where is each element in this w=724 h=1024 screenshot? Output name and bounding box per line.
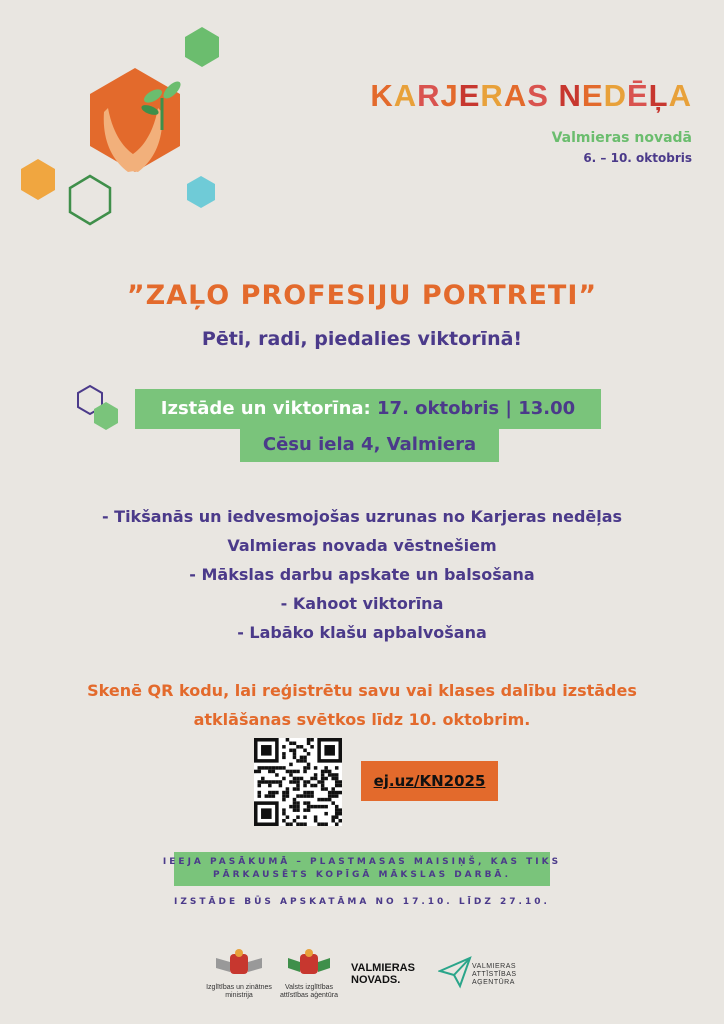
- list-item: Valmieras novada vēstnešiem: [227, 536, 497, 555]
- brand-letter: R: [480, 78, 504, 113]
- small-green-hexagon-icon: [94, 402, 118, 430]
- entry-note-line-2: PĀRKAUSĒTS KOPĪGĀ MĀKSLAS DARBĀ.: [213, 870, 511, 880]
- schedule-box: [135, 389, 601, 429]
- list-item: - Tikšanās un iedvesmojošas uzrunas no Karjeras nedēļas: [101, 507, 623, 526]
- brand-letter: S: [527, 78, 549, 113]
- yellow-hexagon-icon: [21, 159, 55, 200]
- brand-letter: D: [603, 78, 627, 113]
- address-box: Cēsu iela 4, Valmiera: [240, 428, 499, 462]
- brand-letter: E: [458, 78, 481, 113]
- brand-letter: E: [581, 78, 604, 113]
- brand-letter: [549, 78, 559, 114]
- entry-note-line-1: IEEJA PASĀKUMĀ – PLASTMASAS MAISIŅŠ, KAS TIKS: [162, 857, 562, 867]
- vaa-logo: [438, 955, 528, 995]
- brand-letter: R: [417, 78, 441, 113]
- brand-letter: K: [370, 78, 394, 113]
- teal-hexagon-icon: [187, 176, 215, 208]
- brand-letter: Ļ: [648, 78, 669, 113]
- registration-text: [0, 676, 724, 734]
- small-hexagons-decoration: [74, 384, 124, 434]
- paper-plane-icon: [438, 955, 472, 989]
- hexagon-decoration: [0, 0, 240, 240]
- list-item: - Kahoot viktorīna: [280, 594, 444, 613]
- cta-line-1: Skenē QR kodu, lai reģistrētu savu vai klases dalību izstādes: [87, 681, 637, 700]
- coat-of-arms-icon: [206, 948, 272, 980]
- schedule-label: Izstāde un viktorīna:: [160, 398, 371, 419]
- schedule-value: 17. oktobris | 13.00: [377, 398, 576, 419]
- brand-title: [370, 78, 692, 114]
- list-item: - Labāko klašu apbalvošana: [237, 623, 487, 642]
- outline-hexagon-icon: [70, 176, 110, 224]
- event-tagline: Pēti, radi, piedalies viktorīnā!: [201, 328, 523, 350]
- agency-name: Valsts izglītības attīstības aģentūra: [280, 984, 338, 999]
- ministry-logo: [206, 948, 272, 1000]
- dates-label: 6. – 10. oktobris: [583, 151, 692, 165]
- region-label: Valmieras novadā: [551, 130, 692, 146]
- registration-link[interactable]: ej.uz/KN2025: [361, 761, 498, 801]
- ministry-name: Izglītības un zinātnes ministrija: [206, 984, 272, 999]
- brand-letter: A: [668, 78, 692, 113]
- brand-letter: A: [393, 78, 418, 113]
- brand-letter: J: [440, 78, 459, 113]
- exhibition-dates-note: IZSTĀDE BŪS APSKATĀMA NO 17.10. LĪDZ 27.10.: [174, 897, 550, 907]
- list-item: - Mākslas darbu apskate un balsošana: [189, 565, 535, 584]
- coat-of-arms-icon: [278, 948, 340, 980]
- brand-letter: N: [558, 78, 582, 113]
- cta-line-2: atklāšanas svētkos līdz 10. oktobrim.: [193, 710, 531, 729]
- qr-code[interactable]: [254, 738, 342, 826]
- program-list: [0, 502, 724, 647]
- entry-note: [0, 856, 724, 882]
- brand-letter: A: [503, 78, 528, 113]
- agency-logo: [278, 948, 340, 1000]
- vaa-name: VALMIERAS ATTĪSTĪBAS AĢENTŪRA: [472, 963, 517, 986]
- brand-letter: Ē: [626, 78, 649, 113]
- event-title: ”ZAĻO PROFESIJU PORTRETI”: [126, 280, 598, 311]
- municipality-logo: VALMIERAS NOVADS.: [351, 962, 415, 986]
- green-hexagon-icon: [185, 27, 219, 67]
